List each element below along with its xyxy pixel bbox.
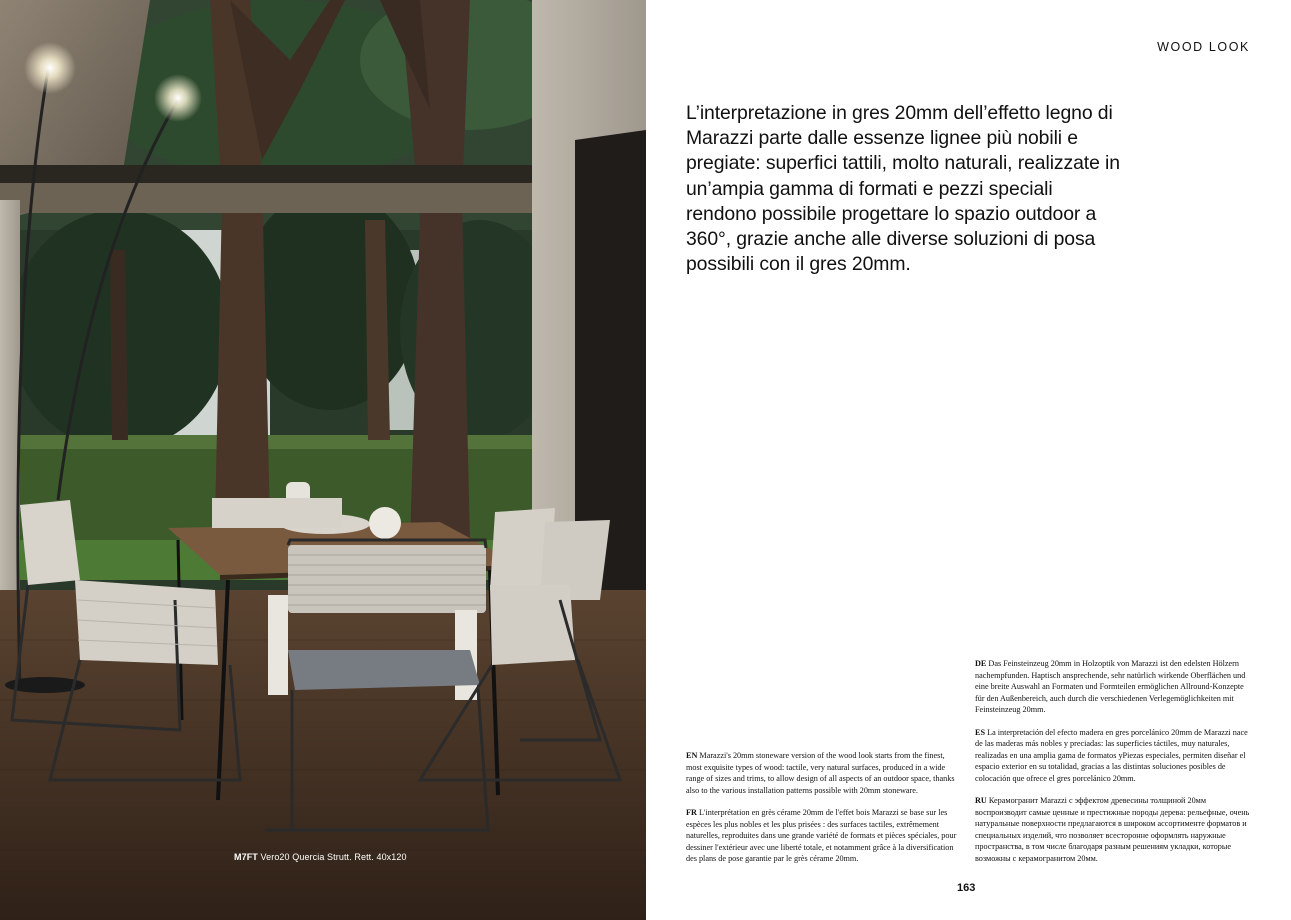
caption-text: Vero20 Quercia Strutt. Rett. 40x120 bbox=[260, 852, 407, 862]
lang-code-fr: FR bbox=[686, 808, 697, 817]
photo-caption bbox=[234, 852, 407, 862]
text-de: Das Feinsteinzeug 20mm in Holzoptik von Marazzi ist den edelsten Hölzern nachempfunden. Haptisch ansprechende, sehr natürlich wirkende Oberflächen und eine breite Auswahl an Formaten und Formteilen ermöglichen Allround-Konzepte für den Außenbereich, auch durch die verschiedenen Verlegemöglichkeiten mit Feinsteinzeug 20mm. bbox=[975, 659, 1246, 714]
section-label: WOOD LOOK bbox=[1157, 40, 1250, 54]
lang-code-ru: RU bbox=[975, 796, 987, 805]
lead-paragraph: L’interpretazione in gres 20mm dell’effetto legno di Marazzi parte dalle essenze lignee più nobili e pregiate: superfici tattili, molto naturali, realizzate in un’ampia gamma di formati e pezzi speciali rendono possibile progettare lo spazio outdoor a 360°, grazie anche alle diverse soluzioni di posa possibili con il gres 20mm. bbox=[686, 102, 1120, 276]
translation-de bbox=[975, 658, 1251, 716]
lang-code-en: EN bbox=[686, 751, 698, 760]
text-es: La interpretación del efecto madera en gres porcelánico 20mm de Marazzi nace de las maderas más nobles y preciadas: las superficies táctiles, muy naturales, realizadas en una amplia gama de formatos yPiezas especiales, permiten diseñar el espacio exterior en su totalidad, gracias a las distintas soluciones posibles de colocación que ofrece el gres porcelánico 20mm. bbox=[975, 727, 1248, 783]
translations-right-column bbox=[975, 658, 1251, 875]
translation-ru bbox=[975, 795, 1251, 864]
lang-code-es: ES bbox=[975, 727, 986, 737]
page-number: 163 bbox=[957, 882, 976, 894]
text-fr: L'interprétation en grès cérame 20mm de l'effet bois Marazzi se base sur les espèces les plus nobles et les plus prisées : des surfaces tactiles, extrêmement naturelles, reproduites dans une grande variété de formats et pièces spéciales, pour dessiner l'extérieur avec une liberté totale, et notamment grâce à la diversification des plans de pose garantie par le grès cérame 20mm. bbox=[686, 808, 957, 863]
translation-es bbox=[975, 727, 1251, 785]
text-en: Marazzi's 20mm stoneware version of the wood look starts from the finest, most exquisite types of wood: tactile, very natural surfaces, produced in a wide range of sizes and trims, to allow design of all aspects of an outdoor space, thanks also to the various installation patterns possible with 20mm stoneware. bbox=[686, 751, 955, 795]
caption-code: M7FT bbox=[234, 852, 258, 862]
text-ru: Керамогранит Marazzi с эффектом древесины толщиной 20мм воспроизводит самые ценные и престижные породы дерева: рельефные, очень натуральные поверхности предлагаются в широком ассортименте форматов и специальных изделий, что позволяет всесторонне оформлять наружные пространства, в том числе благодаря разным решениям укладки, которые возможны с керамогранитом 20мм. bbox=[975, 796, 1250, 863]
translation-fr bbox=[686, 807, 962, 865]
translations-left-column bbox=[686, 750, 962, 876]
lang-code-de: DE bbox=[975, 659, 987, 668]
translation-en bbox=[686, 750, 962, 796]
